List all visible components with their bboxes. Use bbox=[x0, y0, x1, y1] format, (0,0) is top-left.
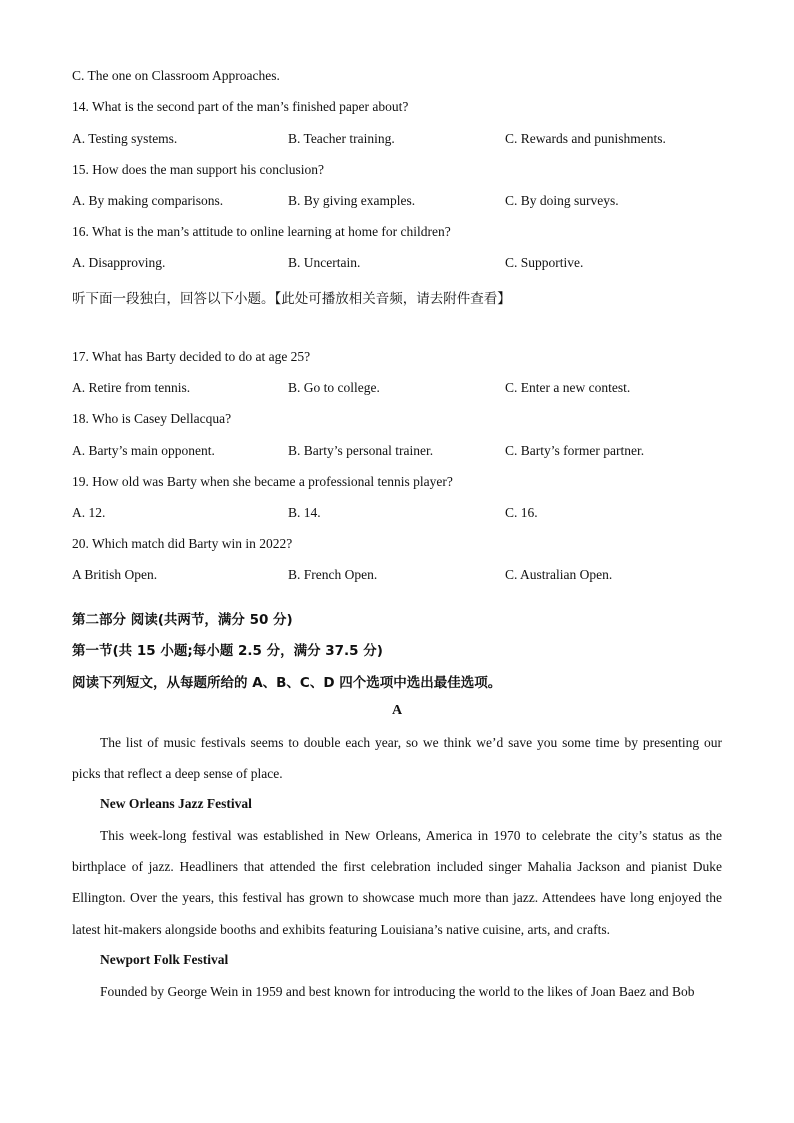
q20-option-b: B. French Open. bbox=[288, 567, 378, 582]
q14-stem: 14. What is the second part of the man’s finished paper about? bbox=[72, 99, 409, 114]
q18-stem: 18. Who is Casey Dellacqua? bbox=[72, 411, 232, 426]
q16-stem: 16. What is the man’s attitude to online learning at home for children? bbox=[72, 224, 451, 239]
q19-stem: 19. How old was Barty when she became a professional tennis player? bbox=[72, 474, 453, 489]
part2-heading: 第二部分 阅读(共两节，满分 50 分) bbox=[72, 612, 293, 628]
q14-option-b: B. Teacher training. bbox=[288, 131, 395, 146]
q15-option-b: B. By giving examples. bbox=[288, 193, 416, 208]
festival-heading-new-orleans: New Orleans Jazz Festival bbox=[100, 796, 252, 811]
passage-intro: The list of music festivals seems to double each year, so we think we’d save you some time by presenting our picks that reflect a deep sense of place. bbox=[72, 735, 722, 782]
q17-option-b: B. Go to college. bbox=[288, 380, 380, 395]
section1-heading: 第一节(共 15 小题;每小题 2.5 分，满分 37.5 分) bbox=[72, 643, 383, 659]
q19-option-a: A. 12. bbox=[72, 505, 106, 520]
festival-paragraph-newport: Founded by George Wein in 1959 and best known for introducing the world to the likes of Joan Baez and Bob bbox=[100, 984, 695, 999]
q16-option-b: B. Uncertain. bbox=[288, 255, 361, 270]
q19-option-c: C. 16. bbox=[505, 505, 538, 520]
q18-option-a: A. Barty’s main opponent. bbox=[72, 443, 215, 458]
festival-paragraph-new-orleans: This week-long festival was established in New Orleans, America in 1970 to celebrate the city’s status as the birthplace of jazz. Headliners that attended the first celebration included singer Mahalia Jackson and pianist Duke Ellington. Over the years, this festival has grown to showcase much more than jazz. Attendees have long enjoyed the latest hit-makers alongside booths and exhibits featuring Louisiana’s native cuisine, arts, and crafts. bbox=[72, 828, 722, 937]
q16-option-c: C. Supportive. bbox=[505, 255, 584, 270]
q20-option-c: C. Australian Open. bbox=[505, 567, 613, 582]
q17-option-a: A. Retire from tennis. bbox=[72, 380, 191, 395]
audio-instruction: 听下面一段独白，回答以下小题。【此处可播放相关音频，请去附件查看】 bbox=[72, 291, 511, 307]
q14-option-a: A. Testing systems. bbox=[72, 131, 178, 146]
q13-option-c: C. The one on Classroom Approaches. bbox=[72, 68, 280, 83]
q17-stem: 17. What has Barty decided to do at age 25? bbox=[72, 349, 311, 364]
q14-option-c: C. Rewards and punishments. bbox=[505, 131, 666, 146]
q15-option-c: C. By doing surveys. bbox=[505, 193, 619, 208]
q15-option-a: A. By making comparisons. bbox=[72, 193, 224, 208]
q16-option-a: A. Disapproving. bbox=[72, 255, 166, 270]
q15-stem: 15. How does the man support his conclusion? bbox=[72, 162, 324, 177]
q17-option-c: C. Enter a new contest. bbox=[505, 380, 631, 395]
festival-heading-newport: Newport Folk Festival bbox=[100, 952, 229, 967]
passage-letter: A bbox=[391, 703, 403, 718]
q20-option-a: A British Open. bbox=[72, 567, 158, 582]
reading-instruction: 阅读下列短文，从每题所给的 A、B、C、D 四个选项中选出最佳选项。 bbox=[72, 675, 502, 691]
q19-option-b: B. 14. bbox=[288, 505, 321, 520]
q20-stem: 20. Which match did Barty win in 2022? bbox=[72, 536, 293, 551]
q18-option-c: C. Barty’s former partner. bbox=[505, 443, 645, 458]
q18-option-b: B. Barty’s personal trainer. bbox=[288, 443, 434, 458]
